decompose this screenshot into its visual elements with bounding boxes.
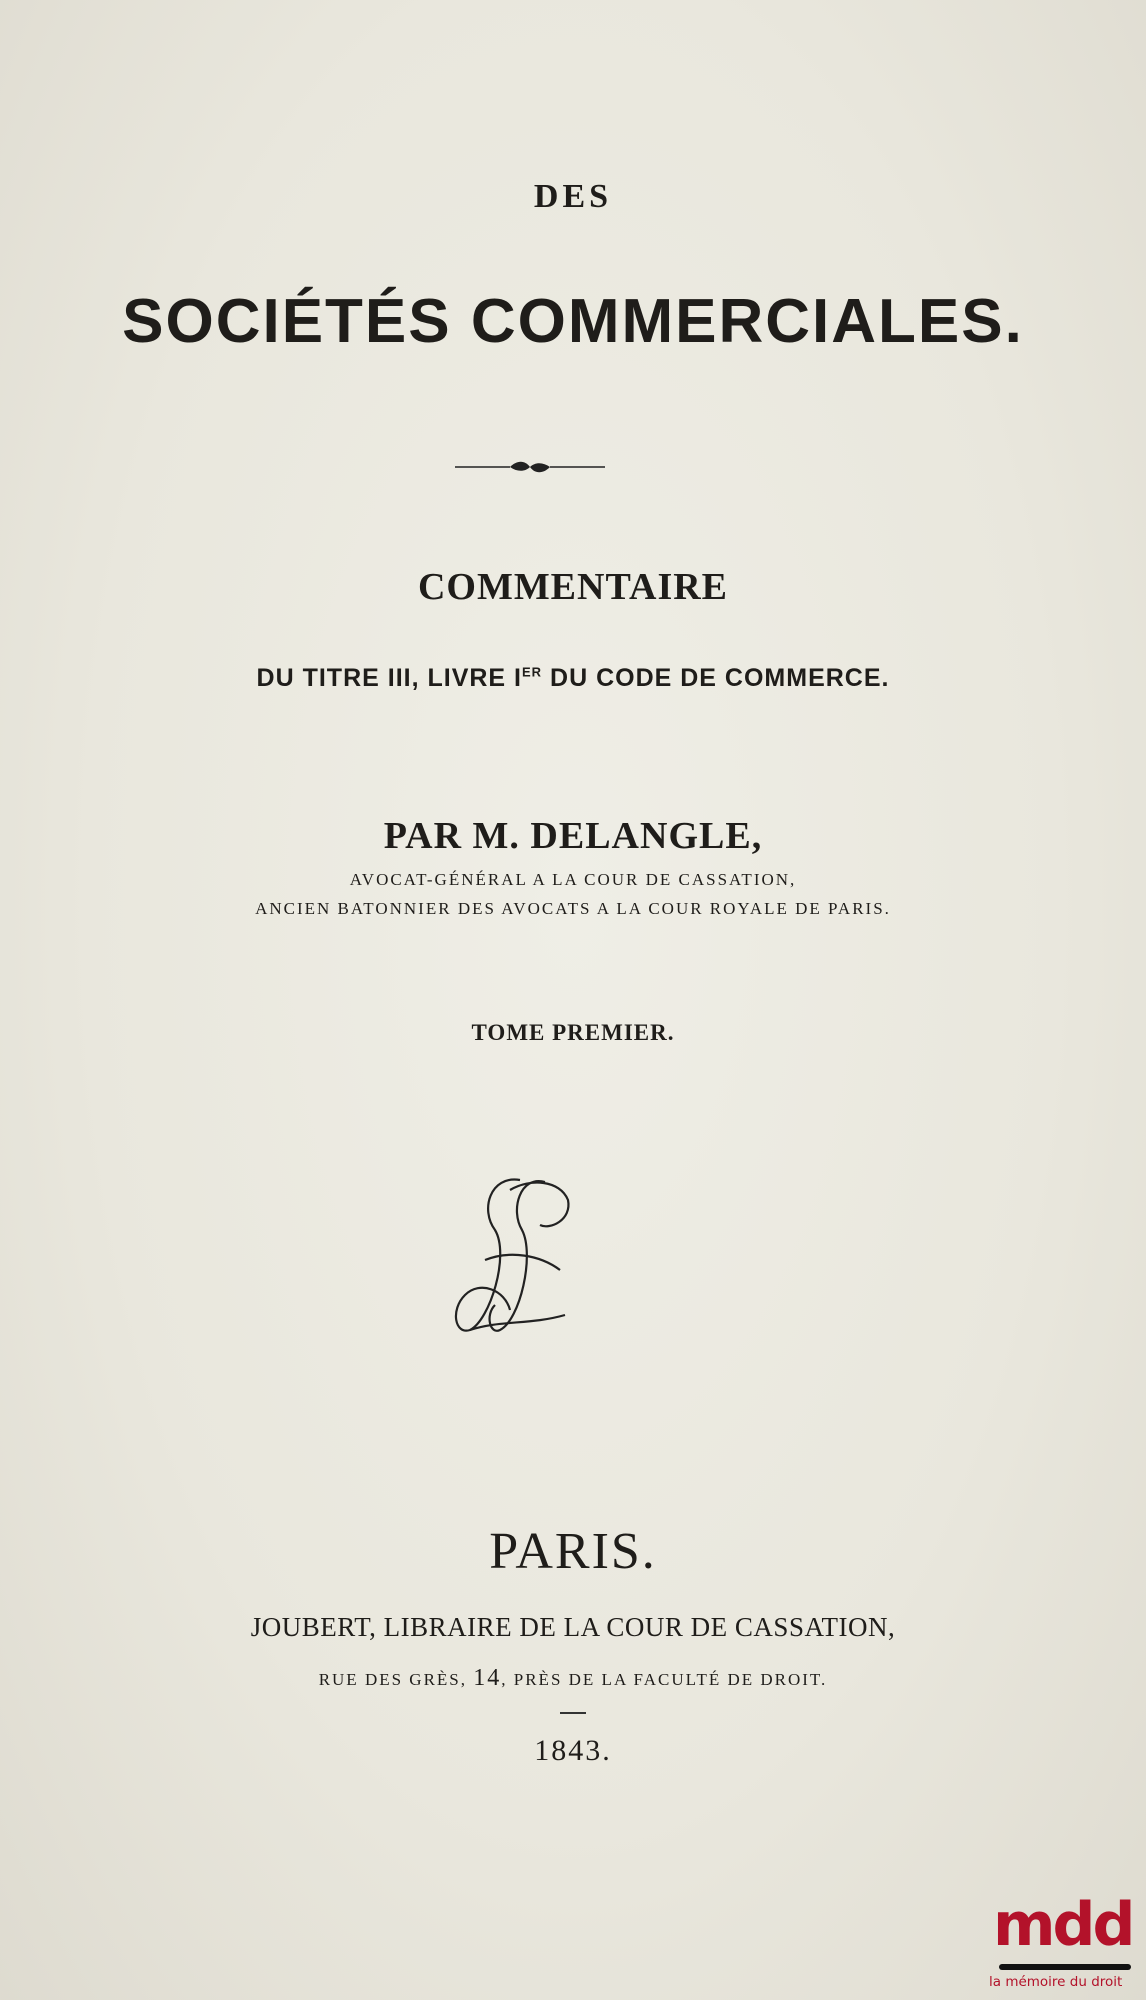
subject-end: DU CODE DE COMMERCE. (542, 664, 890, 692)
publisher-monogram-icon (450, 1170, 575, 1340)
logo-tagline: la mémoire du droit (989, 1974, 1123, 1990)
logo-bar (999, 1964, 1131, 1970)
address-part-1: RUE DES GRÈS, (318, 1670, 474, 1689)
divider (560, 1712, 586, 1714)
volume: TOME PREMIER. (471, 1020, 675, 1045)
city: PARIS. (489, 1523, 657, 1580)
ornament-divider (455, 458, 605, 476)
address-number: 14 (473, 1665, 502, 1691)
subject-sup: ER (522, 664, 543, 680)
subject-text: DU TITRE III, LIVRE I (256, 664, 522, 692)
publisher-address (0, 1665, 1146, 1692)
pre-title: DES (533, 178, 613, 215)
publication-year: 1843. (534, 1734, 612, 1767)
subject-line (0, 664, 1146, 693)
book-title: SOCIÉTÉS COMMERCIALES. (122, 287, 1024, 356)
logo-mark: mdd (993, 1890, 1133, 1960)
author-title-1: AVOCAT-GÉNÉRAL A LA COUR DE CASSATION, (349, 870, 797, 889)
author: PAR M. DELANGLE, (383, 815, 763, 857)
mdd-logo (985, 1890, 1145, 2000)
author-title-2: ANCIEN BATONNIER DES AVOCATS A LA COUR ROYALE DE PARIS. (255, 899, 891, 918)
subtitle: COMMENTAIRE (417, 566, 729, 608)
publisher: JOUBERT, LIBRAIRE DE LA COUR DE CASSATION, (250, 1612, 896, 1642)
address-part-2: , PRÈS DE LA FACULTÉ DE DROIT. (501, 1670, 828, 1689)
